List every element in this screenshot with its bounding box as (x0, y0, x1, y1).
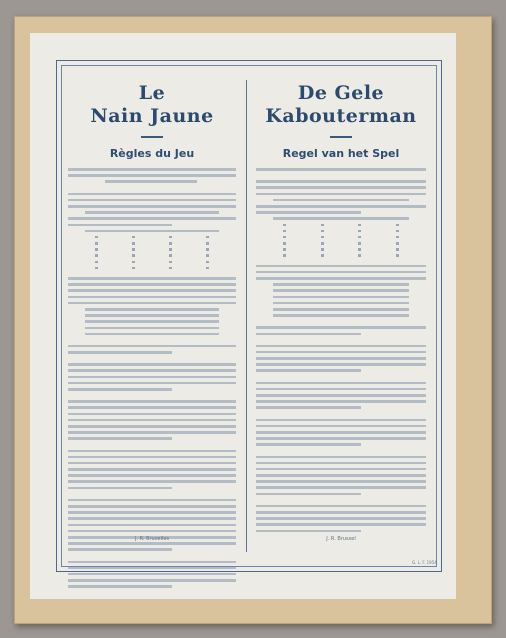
title-rule (330, 136, 352, 138)
french-rules-text (68, 168, 236, 588)
card-distribution-table (266, 224, 416, 261)
french-printer-credit: J. R. Bruxelles (134, 536, 170, 542)
column-divider (246, 80, 247, 552)
title-rule (141, 136, 163, 138)
dutch-title: De Gele Kabouterman (265, 82, 417, 127)
print-code: G. L. F. 1954 (412, 560, 437, 565)
card-distribution-table (78, 236, 226, 273)
french-subtitle: Règles du Jeu (109, 147, 195, 160)
dutch-subtitle: Regel van het Spel (282, 147, 400, 160)
french-title: Le Nain Jaune (90, 82, 214, 127)
dutch-printer-credit: J. R. Brussel (326, 536, 356, 542)
french-column (68, 82, 236, 591)
dutch-rules-text (256, 168, 426, 532)
dutch-column (256, 82, 426, 536)
